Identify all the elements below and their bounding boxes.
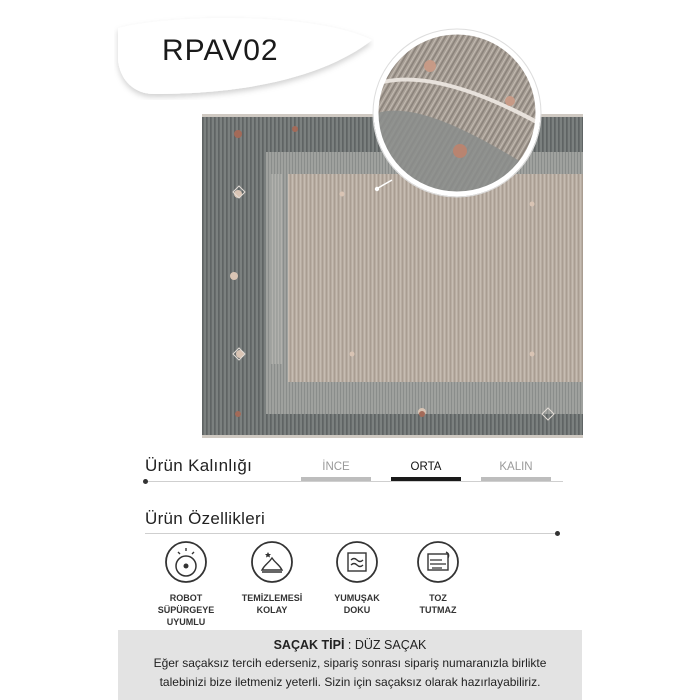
thickness-option-thick: KALIN (499, 461, 533, 473)
fringe-description (118, 654, 582, 692)
features-title: Ürün Özellikleri (145, 509, 266, 528)
thickness-title: Ürün Kalınlığı (145, 456, 253, 475)
feature-label-line: YUMUŞAK (334, 593, 380, 603)
feature-label-line: UYUMLU (166, 617, 206, 627)
feature-label-line: TEMİZLEMESİ (241, 593, 303, 603)
features-divider-dot (555, 531, 560, 536)
fringe-title-separator: : (344, 638, 355, 652)
feature-dust-free (388, 540, 488, 616)
feature-robot-vacuum (136, 540, 236, 628)
feature-label-line: TUTMAZ (419, 605, 457, 615)
feature-label-line: KOLAY (256, 605, 288, 615)
fringe-info-box (118, 630, 582, 700)
robot-vacuum-icon (164, 540, 208, 584)
feature-label-line: DOKU (343, 605, 371, 615)
thickness-divider (145, 481, 563, 482)
feature-label-line: ROBOT (169, 593, 203, 603)
fringe-description-line-2: talebinizi bize iletmeniz yeterli. Sizin için saçaksız olarak hazırlayabiliriz. (159, 675, 541, 689)
easy-clean-icon (250, 540, 294, 584)
feature-label-line: SÜPÜRGEYE (157, 605, 215, 615)
fringe-title (118, 638, 582, 652)
feature-label-line: TOZ (429, 593, 447, 603)
thickness-option-thin: İNCE (322, 461, 350, 473)
fringe-title-value: DÜZ SAÇAK (354, 638, 427, 652)
thickness-divider-dot (143, 479, 148, 484)
dust-free-icon (416, 540, 460, 584)
fringe-title-label: SAÇAK TİPİ (273, 638, 345, 652)
features-divider (145, 533, 557, 534)
rug-zoom-detail (370, 26, 544, 200)
soft-texture-icon (335, 540, 379, 584)
product-code: RPAV02 (162, 34, 279, 67)
zoom-pointer (372, 176, 396, 196)
thickness-option-medium: ORTA (410, 461, 442, 473)
fringe-description-line-1: Eğer saçaksız tercih ederseniz, sipariş sonrası sipariş numaranızla birlikte (153, 656, 547, 670)
